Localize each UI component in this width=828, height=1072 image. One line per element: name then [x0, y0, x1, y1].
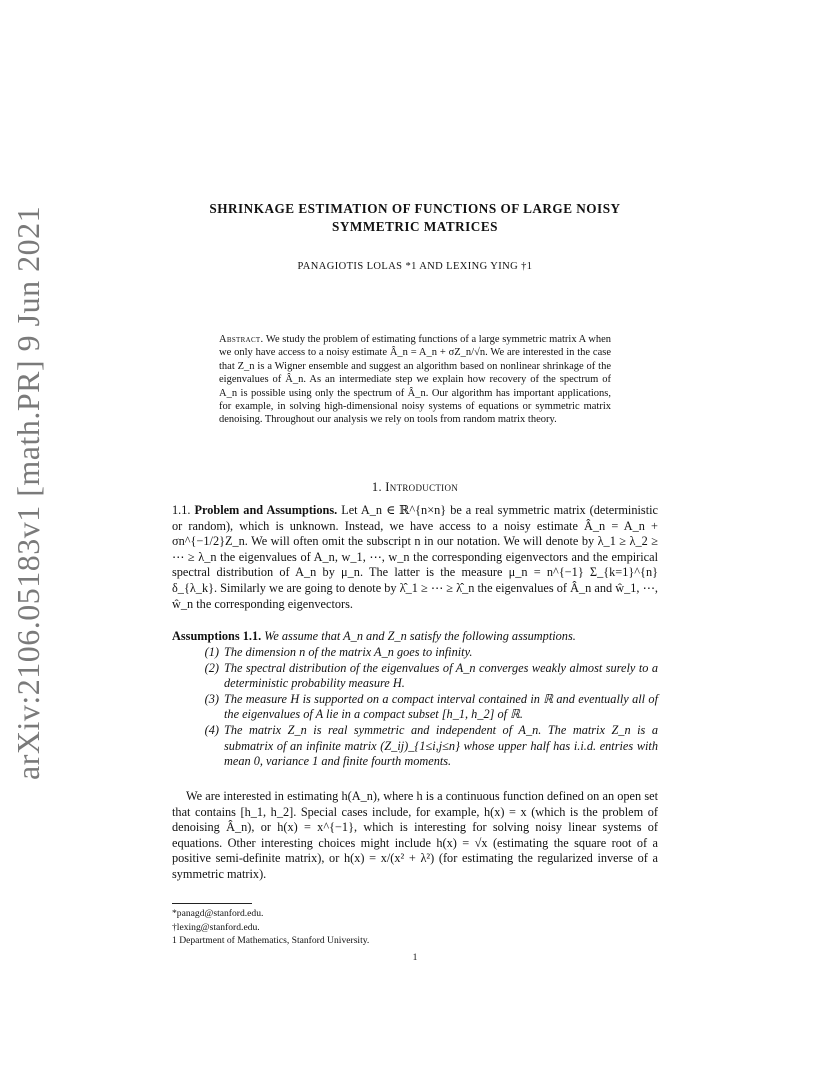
subsection-title: Problem and Assumptions.	[194, 503, 338, 517]
paper-title	[172, 200, 658, 236]
list-item-number: (4)	[204, 722, 219, 737]
title-line-1: SHRINKAGE ESTIMATION OF FUNCTIONS OF LARGE NOISY	[209, 201, 621, 216]
list-item-number: (3)	[204, 691, 219, 706]
abstract	[219, 333, 611, 427]
footnotes	[172, 907, 658, 948]
subsection-number: 1.1.	[172, 503, 191, 517]
list-item	[172, 645, 658, 661]
list-item-number: (2)	[204, 660, 219, 675]
assumptions-intro: We assume that A_n and Z_n satisfy the following assumptions.	[264, 629, 576, 643]
authors: PANAGIOTIS LOLAS *1 AND LEXING YING †1	[297, 261, 533, 272]
assumptions-heading	[172, 629, 658, 645]
assumptions-list	[172, 645, 658, 770]
list-item-text: The spectral distribution of the eigenvalues of A_n converges weakly almost surely to a deterministic probability measure H.	[224, 660, 658, 691]
footnote-3: 1 Department of Mathematics, Stanford University.	[172, 935, 370, 946]
abstract-label: Abstract.	[219, 334, 264, 345]
list-item-text: The matrix Z_n is real symmetric and independent of A_n. The matrix Z_n is a submatrix of an infinite matrix (Z_ij)_{1≤i,j≤n} whose upper half has i.i.d. entries with mean 0, variance 1 and finite fourth moments.	[224, 722, 658, 769]
footnote-2: †lexing@stanford.edu.	[172, 921, 260, 933]
abstract-text: We study the problem of estimating functions of a large symmetric matrix A when we only have access to a noisy estimate Â_n = A_n + σZ_n/√n. We are interested in the case that Z_n is a Wigner ensemble and suggest an algorithm based on nonlinear shrinkage of the eigenvalues of Â_n. As an intermediate step we explain how recovery of the spectrum of A_n is possible using only the spectrum of Â_n. Our algorithm has important applications, for example, in solving high-dimensional noisy systems of equations or symmetric matrix denoising. Throughout our analysis we rely on tools from random matrix theory.	[219, 334, 611, 426]
footnote-1: *panagd@stanford.edu.	[172, 908, 264, 919]
list-item	[172, 692, 658, 723]
subsection-paragraph	[172, 503, 658, 612]
subsection-text: Let A_n ∈ ℝ^{n×n} be a real symmetric matrix (deterministic or random), which is unknown. Instead, we have access to a noisy estimate Â_n = A_n + σn^{−1/2}Z_n. We will often omit the subscript n in our notation. We will denote by λ_1 ≥ λ_2 ≥ ⋯ ≥ λ_n the eigenvalues of A_n, w_1, ⋯, w_n the corresponding eigenvectors and the empirical spectral distribution of A_n by μ_n. The latter is the measure μ_n = n^{−1} Σ_{k=1}^{n} δ_{λ_k}. Similarly we are going to denote by λ̂_1 ≥ ⋯ ≥ λ̂_n the eigenvalues of Â_n and ŵ_1, ⋯, ŵ_n the corresponding eigenvectors.	[172, 503, 658, 611]
intro-paragraph-2: We are interested in estimating h(A_n), where h is a continuous function defined on an open set that contains [h_1, h_2]. Special cases include, for example, h(x) = x (which is the problem of denoising Â_n), or h(x) = x^{−1}, which is interesting for solving noisy linear systems of equations. Other interesting choices might include h(x) = √x (estimating the square root of a positive semi-definite matrix), or h(x) = x/(x² + λ²) (for estimating the regularized inverse of a symmetric matrix).	[172, 789, 658, 881]
page-number: 1	[412, 952, 418, 963]
title-line-2: SYMMETRIC MATRICES	[332, 219, 498, 234]
arxiv-side-stamp: arXiv:2106.05183v1 [math.PR] 9 Jun 2021	[10, 205, 46, 780]
list-item-text: The dimension n of the matrix A_n goes to infinity.	[224, 645, 473, 659]
assumptions-label: Assumptions 1.1.	[172, 629, 262, 643]
section-heading: 1. Introduction	[371, 480, 459, 494]
list-item	[172, 723, 658, 770]
list-item-number: (1)	[204, 645, 219, 659]
list-item	[172, 661, 658, 692]
footnote-rule	[172, 903, 252, 904]
list-item-text: The measure H is supported on a compact interval contained in ℝ and eventually all of the eigenvalues of A lie in a compact subset [h_1, h_2] of ℝ.	[224, 691, 658, 722]
